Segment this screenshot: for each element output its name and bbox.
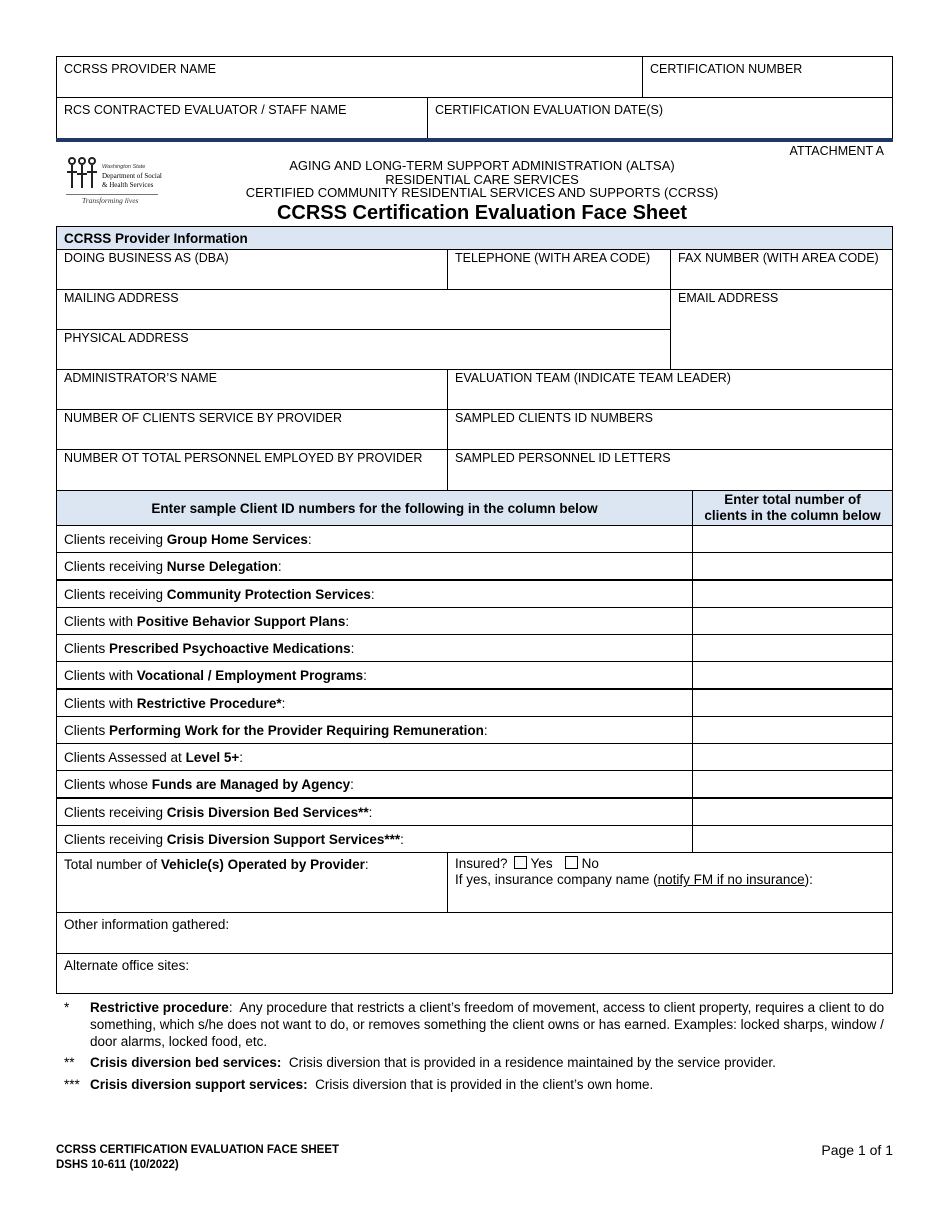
insured-no-label: No: [581, 856, 599, 871]
row-count-input[interactable]: [692, 716, 893, 744]
physical-address-label: PHYSICAL ADDRESS: [64, 331, 189, 345]
sampled-personnel-field[interactable]: [447, 449, 893, 491]
table-row: [56, 552, 693, 580]
row-count-input[interactable]: [692, 552, 893, 580]
table-row: [56, 770, 693, 798]
row-count-input[interactable]: [692, 798, 893, 826]
fax-label: FAX NUMBER (WITH AREA CODE): [678, 251, 879, 265]
other-info-label: Other information gathered:: [64, 917, 230, 932]
table-row: [56, 825, 693, 853]
logo-state: Washington State: [102, 164, 146, 170]
mailing-address-label: MAILING ADDRESS: [64, 291, 179, 305]
provider-info-title: CCRSS Provider Information: [64, 231, 248, 246]
table-row: [56, 716, 693, 744]
table-row: [56, 525, 693, 553]
provider-name-field[interactable]: [56, 56, 643, 98]
row-count-input[interactable]: [692, 634, 893, 662]
row-label: Clients with Vocational / Employment Programs:: [64, 668, 367, 683]
num-clients-field[interactable]: [56, 409, 448, 450]
telephone-label: TELEPHONE (WITH AREA CODE): [455, 251, 651, 265]
dba-label: DOING BUSINESS AS (DBA): [64, 251, 229, 265]
footnote-3: Crisis diversion support services: Crisis diversion that is provided in the client’s own home.: [90, 1077, 654, 1092]
footnote-2-mark: **: [64, 1055, 75, 1070]
insurance-field: [447, 852, 893, 913]
insured-yes-checkbox[interactable]: [514, 856, 527, 869]
footnote-1-mark: *: [64, 1000, 70, 1015]
page-title: CCRSS Certification Evaluation Face Sheet: [276, 202, 688, 224]
agency-header: [56, 159, 908, 200]
row-label: Clients receiving Group Home Services:: [64, 532, 312, 547]
row-label: Clients receiving Community Protection Services:: [64, 587, 375, 602]
num-personnel-field[interactable]: [56, 449, 448, 491]
logo-tagline: Transforming lives: [82, 196, 139, 205]
row-label: Clients whose Funds are Managed by Agency:: [64, 777, 354, 792]
administrator-field[interactable]: [56, 369, 448, 410]
header-line-1: AGING AND LONG-TERM SUPPORT ADMINISTRATION (ALTSA): [289, 158, 675, 173]
certification-number-field[interactable]: [642, 56, 893, 98]
other-info-field[interactable]: [56, 912, 893, 954]
sample-col2-header: [692, 490, 893, 526]
row-label: Clients with Positive Behavior Support Plans:: [64, 614, 350, 629]
footnote-2: Crisis diversion bed services: Crisis diversion that is provided in a residence maintained by the service provider.: [90, 1055, 776, 1070]
logo-dept-line1: Department of Social: [102, 172, 162, 180]
evaluation-dates-label: CERTIFICATION EVALUATION DATE(S): [435, 103, 664, 117]
provider-name-label: CCRSS PROVIDER NAME: [64, 62, 217, 76]
dba-field[interactable]: [56, 249, 448, 290]
row-count-input[interactable]: [692, 825, 893, 853]
vehicles-field[interactable]: [56, 852, 448, 913]
row-label: Clients receiving Crisis Diversion Support Services***:: [64, 832, 404, 847]
row-count-input[interactable]: [692, 525, 893, 553]
sample-col1-header: [56, 490, 693, 526]
row-label: Clients with Restrictive Procedure*:: [64, 696, 286, 711]
table-row: [56, 580, 693, 608]
row-label: Clients Performing Work for the Provider Requiring Remuneration:: [64, 723, 488, 738]
footnote-1: Restrictive procedure: Any procedure that restricts a client’s freedom of movement, access to client property, requires a client to do something, which s/he does not want to do, or removes something the client owns or has earned. Examples: locked sharps, window / door alarms, locked food, etc.: [90, 1000, 885, 1049]
table-row: [56, 607, 693, 635]
email-label: EMAIL ADDRESS: [678, 291, 779, 305]
telephone-field[interactable]: [447, 249, 671, 290]
mailing-address-field[interactable]: [56, 289, 671, 330]
row-label: Clients receiving Crisis Diversion Bed Services**:: [64, 805, 373, 820]
alternate-sites-field[interactable]: [56, 953, 893, 994]
row-count-input[interactable]: [692, 743, 893, 771]
row-count-input[interactable]: [692, 580, 893, 608]
footer-form-name: CCRSS CERTIFICATION EVALUATION FACE SHEET: [56, 1144, 340, 1156]
sample-col2-header-line1: Enter total number of: [724, 492, 861, 507]
insured-row: [455, 856, 599, 871]
header-line-2: RESIDENTIAL CARE SERVICES: [385, 171, 579, 187]
fax-field[interactable]: [670, 249, 893, 290]
administrator-label: ADMINISTRATOR’S NAME: [64, 371, 218, 385]
sample-col2-header-line2: clients in the column below: [704, 508, 881, 523]
sampled-clients-label: SAMPLED CLIENTS ID NUMBERS: [455, 411, 653, 425]
table-row: [56, 743, 693, 771]
sample-col2-header-text: [693, 492, 892, 524]
insured-no-checkbox[interactable]: [565, 856, 578, 869]
footer-page-number: Page 1 of 1: [821, 1142, 893, 1158]
row-count-input[interactable]: [692, 661, 893, 689]
sampled-personnel-label: SAMPLED PERSONNEL ID LETTERS: [455, 451, 671, 465]
table-row: [56, 798, 693, 826]
table-row: [56, 661, 693, 689]
physical-address-field[interactable]: [56, 329, 671, 370]
evaluator-label: RCS CONTRACTED EVALUATOR / STAFF NAME: [64, 103, 347, 117]
notify-fm-link: notify FM if no insurance: [657, 872, 805, 887]
attachment-label: ATTACHMENT A: [789, 144, 884, 158]
vehicles-label: Total number of Vehicle(s) Operated by Provider:: [64, 857, 369, 872]
sample-col1-header-text: Enter sample Client ID numbers for the following in the column below: [151, 501, 598, 516]
email-field[interactable]: [670, 289, 893, 370]
sampled-clients-field[interactable]: [447, 409, 893, 450]
row-label: Clients receiving Nurse Delegation:: [64, 559, 282, 574]
evaluation-team-field[interactable]: [447, 369, 893, 410]
insured-yes-label: Yes: [530, 856, 553, 871]
evaluator-field[interactable]: [56, 97, 428, 139]
row-count-input[interactable]: [692, 689, 893, 717]
row-count-input[interactable]: [692, 607, 893, 635]
evaluation-dates-field[interactable]: [427, 97, 893, 139]
header-line-3: CERTIFIED COMMUNITY RESIDENTIAL SERVICES AND SUPPORTS (CCRSS): [245, 185, 719, 200]
header-rule: [56, 138, 893, 142]
table-row: [56, 689, 693, 717]
row-label: Clients Assessed at Level 5+:: [64, 750, 243, 765]
insured-label: Insured?: [455, 856, 508, 871]
num-clients-label: NUMBER OF CLIENTS SERVICE BY PROVIDER: [64, 411, 343, 425]
row-count-input[interactable]: [692, 770, 893, 798]
table-row: [56, 634, 693, 662]
provider-info-header: [56, 226, 893, 250]
num-personnel-label: NUMBER OT TOTAL PERSONNEL EMPLOYED BY PROVIDER: [64, 451, 423, 465]
evaluation-team-label: EVALUATION TEAM (INDICATE TEAM LEADER): [455, 371, 731, 385]
insurance-company-label[interactable]: If yes, insurance company name (notify FM if no insurance):: [455, 872, 813, 887]
row-label: Clients Prescribed Psychoactive Medications:: [64, 641, 355, 656]
alternate-sites-label: Alternate office sites:: [64, 958, 190, 973]
logo-dept-line2: & Health Services: [102, 181, 154, 189]
certification-number-label: CERTIFICATION NUMBER: [650, 62, 803, 76]
footnote-3-mark: ***: [64, 1077, 80, 1092]
footer-form-number: DSHS 10-611 (10/2022): [56, 1159, 179, 1171]
